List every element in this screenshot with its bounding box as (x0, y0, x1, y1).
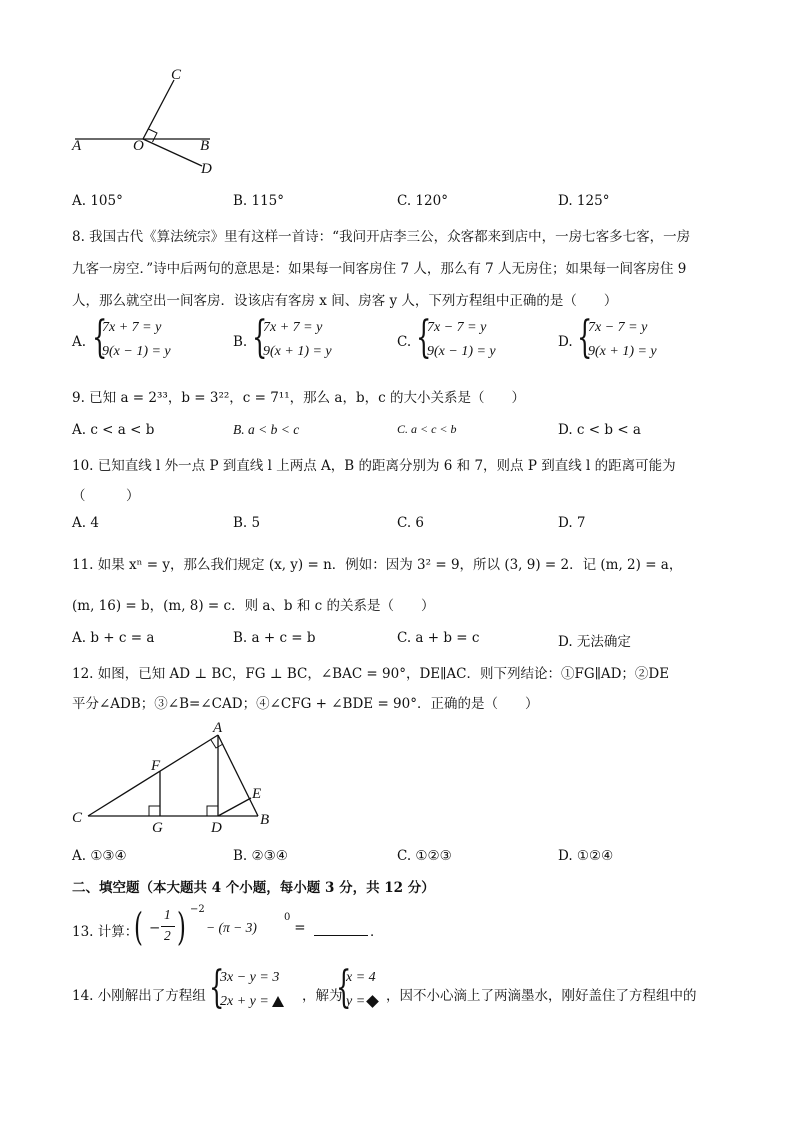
label-A: A (72, 138, 82, 154)
paren-left: ( (134, 905, 143, 949)
equation: 9(x + 1) = y (263, 344, 332, 359)
solution-y-with-blot: y = (346, 990, 377, 1014)
q14-suffix: ，因不小心滴上了两滴墨水，刚好盖住了方程组中的 (386, 988, 697, 1004)
q8-option-a-system (102, 316, 171, 364)
triangle-figure-q12 (65, 718, 280, 838)
equation: 9(x − 1) = y (102, 344, 171, 359)
q8-option-b-label: B. (233, 334, 248, 350)
q11-option-c: C. a + b = c (397, 630, 480, 646)
q13-middle: − (π − 3) (206, 920, 257, 935)
equation: 7x − 7 = y (427, 320, 487, 335)
q11-option-d: D. 无法确定 (558, 634, 631, 650)
label-A: A (213, 720, 223, 736)
brace: { (252, 312, 268, 363)
q14-prefix: 14. 小刚解出了方程组 (72, 988, 206, 1004)
q10-option-d: D. 7 (558, 515, 586, 531)
equation-with-blot: 2x + y = (220, 990, 284, 1014)
q8-line-3: 人，那么就空出一间客房．设该店有客房 x 间、房客 y 人，下列方程组中正确的是（ ） (72, 293, 618, 309)
equation: 9(x + 1) = y (588, 344, 657, 359)
equation: 7x + 7 = y (263, 320, 323, 335)
q9-option-a: A. c < a < b (72, 422, 155, 438)
q13-exponent: −2 (190, 904, 205, 915)
q12-option-a: A. ①③④ (72, 848, 127, 864)
q13-end: ． (370, 924, 384, 940)
equation: 9(x − 1) = y (427, 344, 496, 359)
q9-option-b: B. a < b < c (233, 422, 300, 437)
equation: 3x − y = 3 (220, 970, 280, 985)
equation: 7x − 7 = y (588, 320, 648, 335)
brace: { (577, 312, 593, 363)
label-D: D (211, 820, 222, 836)
brace: { (209, 962, 225, 1013)
q13-neg: − (149, 920, 161, 936)
q11-option-a: A. b + c = a (72, 630, 155, 646)
fraction-bar (161, 926, 175, 927)
label-C: C (171, 67, 182, 83)
label-B: B (200, 138, 210, 154)
label-F: F (151, 758, 161, 774)
fraction-denominator: 2 (164, 928, 171, 943)
q13-equals: = (290, 920, 310, 936)
answer-blank (314, 921, 368, 936)
q8-option-d-label: D. (558, 334, 573, 350)
q8-option-c-system (427, 316, 496, 364)
q11-line-1: 11. 如果 xⁿ = y，那么我们规定 (x, y) = n．例如：因为 3² = 9，所以 (3, 9) = 2．记 (m, 2) = a， (72, 557, 683, 573)
label-E: E (252, 786, 262, 802)
q10-text: 10. 已知直线 l 外一点 P 到直线 l 上两点 A，B 的距离分别为 6 和 7，则点 P 到直线 l 的距离可能为 (72, 458, 676, 474)
q13-prefix: 13. 计算： (72, 924, 139, 940)
q8-line-2: 九客一房空．”诗中后两句的意思是：如果每一间客房住 7 人，那么有 7 人无房住；如果每一间客房住 9 (72, 261, 687, 277)
q9-option-c: C. a < c < b (397, 422, 457, 436)
label-G: G (152, 820, 163, 836)
q10-paren: （ ） (72, 488, 140, 504)
q13-zero: 0 (284, 912, 291, 923)
label-C: C (72, 810, 83, 826)
q12-option-b: B. ②③④ (233, 848, 288, 864)
q11-option-b: B. a + c = b (233, 630, 316, 646)
q8-option-b-system (263, 316, 332, 364)
q12-option-c: C. ①②③ (397, 848, 452, 864)
solution-x: x = 4 (346, 970, 376, 985)
q12-line-1: 12. 如图，已知 AD ⊥ BC，FG ⊥ BC，∠BAC = 90°，DE∥AC．则下列结论：①FG∥AD；②DE (72, 666, 670, 682)
q8-line-1: 8. 我国古代《算法统宗》里有这样一首诗：“我问开店李三公，众客都来到店中，一房七客多七客，一房 (72, 229, 691, 245)
fraction-numerator: 1 (164, 907, 171, 922)
q14-system (220, 966, 284, 1014)
q12-line-2: 平分∠ADB；③∠B=∠CAD；④∠CFG + ∠BDE = 90°．正确的是（ ） (72, 696, 539, 712)
q7-option-b: B. 115° (233, 193, 285, 209)
q10-option-a: A. 4 (72, 515, 99, 531)
q11-line-2: (m, 16) = b，(m, 8) = c．则 a、b 和 c 的关系是（ ） (72, 598, 435, 614)
q10-option-b: B. 5 (233, 515, 261, 531)
q10-option-c: C. 6 (397, 515, 425, 531)
q7-option-a: A. 105° (72, 193, 123, 209)
q14-solution (346, 966, 377, 1014)
q8-option-c-label: C. (397, 334, 412, 350)
angle-figure-q7 (60, 60, 240, 185)
label-D: D (201, 161, 212, 177)
section-heading: 二、填空题（本大题共 4 个小题，每小题 3 分，共 12 分） (72, 880, 435, 896)
q9-text: 9. 已知 a = 2³³，b = 3²²，c = 7¹¹，那么 a，b，c 的大小关系是（ ） (72, 390, 525, 406)
triangle-blot-icon (272, 996, 284, 1007)
brace: { (92, 312, 108, 363)
label-O: O (133, 138, 144, 154)
brace: { (336, 962, 352, 1013)
q9-option-d: D. c < b < a (558, 422, 641, 438)
diamond-blot-icon (366, 995, 379, 1008)
q12-option-d: D. ①②④ (558, 848, 614, 864)
brace: { (416, 312, 432, 363)
q7-option-d: D. 125° (558, 193, 610, 209)
paren-right: ) (177, 905, 186, 949)
q7-option-c: C. 120° (397, 193, 448, 209)
q8-option-a-label: A. (72, 334, 87, 350)
q14-mid: ，解为 (302, 988, 343, 1004)
label-B: B (260, 812, 270, 828)
q8-option-d-system (588, 316, 657, 364)
equation: 7x + 7 = y (102, 320, 162, 335)
